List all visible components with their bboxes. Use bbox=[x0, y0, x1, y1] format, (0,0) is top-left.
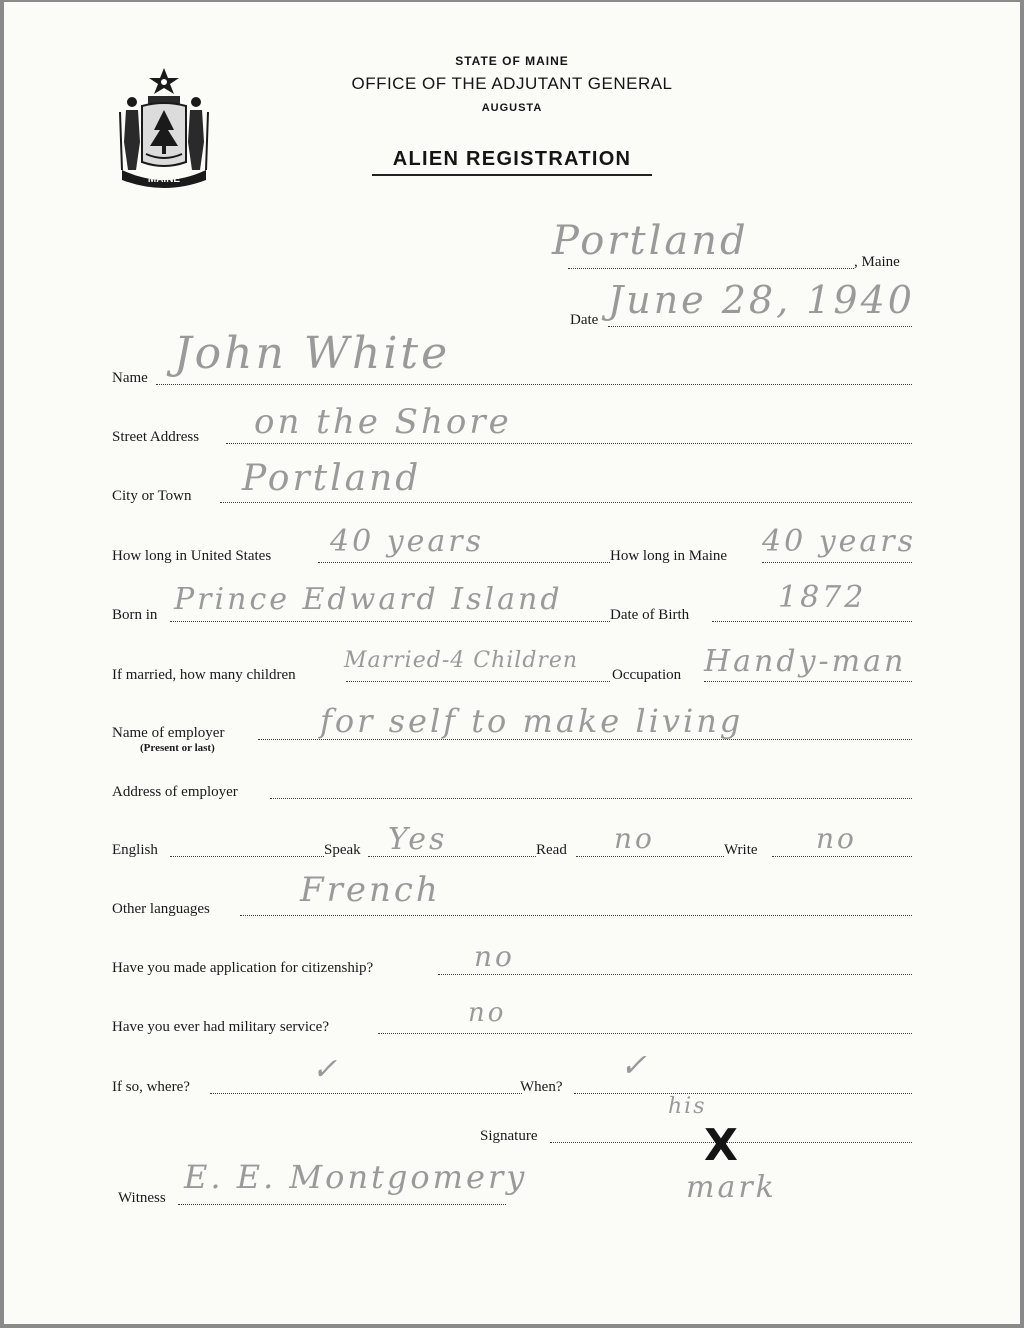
occupation-label: Occupation bbox=[612, 667, 682, 683]
street-label: Street Address bbox=[112, 429, 200, 445]
employer-address-line bbox=[270, 798, 912, 799]
how-long-maine-line bbox=[762, 562, 912, 563]
city-entry: Portland bbox=[242, 458, 422, 499]
when-label: When? bbox=[520, 1079, 563, 1095]
citizenship-label: Have you made application for citizenship? bbox=[112, 960, 374, 976]
married-line bbox=[346, 681, 610, 682]
signature-mark-label: mark bbox=[686, 1170, 777, 1205]
other-languages-line bbox=[240, 915, 912, 916]
town-entry: Portland bbox=[552, 218, 749, 264]
registration-form bbox=[4, 2, 1020, 1324]
how-long-maine-entry: 40 years bbox=[762, 524, 917, 559]
born-in-line bbox=[170, 621, 610, 622]
employer-address-label: Address of employer bbox=[112, 784, 238, 800]
form-title: ALIEN REGISTRATION bbox=[392, 148, 632, 170]
dob-line bbox=[712, 621, 912, 622]
when-entry: ✓ bbox=[620, 1046, 650, 1084]
city-heading: AUGUSTA bbox=[481, 102, 543, 114]
date-entry: June 28, 1940 bbox=[608, 278, 915, 322]
married-label: If married, how many children bbox=[112, 667, 296, 683]
date-label: Date bbox=[570, 312, 599, 328]
citizenship-entry: no bbox=[474, 940, 515, 973]
city-line bbox=[220, 502, 912, 503]
other-languages-entry: French bbox=[300, 870, 441, 910]
occupation-line bbox=[704, 681, 912, 682]
how-long-us-entry: 40 years bbox=[330, 524, 485, 559]
write-label: Write bbox=[724, 842, 758, 858]
maine-label: , Maine bbox=[854, 254, 900, 270]
military-label: Have you ever had military service? bbox=[112, 1019, 329, 1035]
witness-label: Witness bbox=[118, 1190, 166, 1206]
name-line bbox=[156, 384, 912, 385]
how-long-us-label: How long in United States bbox=[112, 548, 272, 564]
date-line bbox=[608, 326, 912, 327]
seal-motto: MAINE bbox=[147, 174, 181, 185]
write-line bbox=[772, 856, 912, 857]
where-entry: ✓ bbox=[312, 1052, 341, 1087]
dob-entry: 1872 bbox=[778, 580, 867, 615]
how-long-maine-label: How long in Maine bbox=[610, 548, 728, 564]
name-label: Name bbox=[112, 370, 148, 386]
married-entry: Married-4 Children bbox=[344, 648, 579, 673]
born-in-label: Born in bbox=[112, 607, 158, 623]
english-label: English bbox=[112, 842, 158, 858]
signature-his: his bbox=[668, 1094, 707, 1119]
where-line bbox=[210, 1093, 522, 1094]
witness-line bbox=[178, 1204, 506, 1205]
signature-mark: X bbox=[704, 1120, 738, 1171]
street-entry: on the Shore bbox=[254, 402, 512, 442]
city-label: City or Town bbox=[112, 488, 192, 504]
occupation-entry: Handy-man bbox=[704, 644, 907, 679]
employer-label: Name of employer bbox=[112, 725, 225, 741]
when-line bbox=[574, 1093, 912, 1094]
military-entry: no bbox=[468, 998, 507, 1028]
state-heading: STATE OF MAINE bbox=[455, 54, 569, 68]
office-heading: OFFICE OF THE ADJUTANT GENERAL bbox=[351, 74, 673, 93]
name-entry: John White bbox=[174, 328, 451, 379]
read-label: Read bbox=[536, 842, 567, 858]
dob-label: Date of Birth bbox=[610, 607, 690, 623]
citizenship-line bbox=[438, 974, 912, 975]
military-line bbox=[378, 1033, 912, 1034]
other-languages-label: Other languages bbox=[112, 901, 210, 917]
write-entry: no bbox=[816, 822, 857, 855]
signature-label: Signature bbox=[480, 1128, 538, 1144]
read-entry: no bbox=[614, 822, 655, 855]
employer-entry: for self to make living bbox=[320, 702, 744, 740]
title-underline bbox=[372, 174, 652, 176]
street-line bbox=[226, 443, 912, 444]
where-label: If so, where? bbox=[112, 1079, 190, 1095]
speak-entry: Yes bbox=[388, 822, 448, 857]
town-line bbox=[568, 268, 854, 269]
how-long-us-line bbox=[318, 562, 610, 563]
english-line bbox=[170, 856, 324, 857]
born-in-entry: Prince Edward Island bbox=[174, 582, 563, 617]
speak-label: Speak bbox=[324, 842, 361, 858]
employer-sublabel: (Present or last) bbox=[140, 742, 215, 754]
read-line bbox=[576, 856, 724, 857]
witness-entry: E. E. Montgomery bbox=[184, 1158, 528, 1196]
